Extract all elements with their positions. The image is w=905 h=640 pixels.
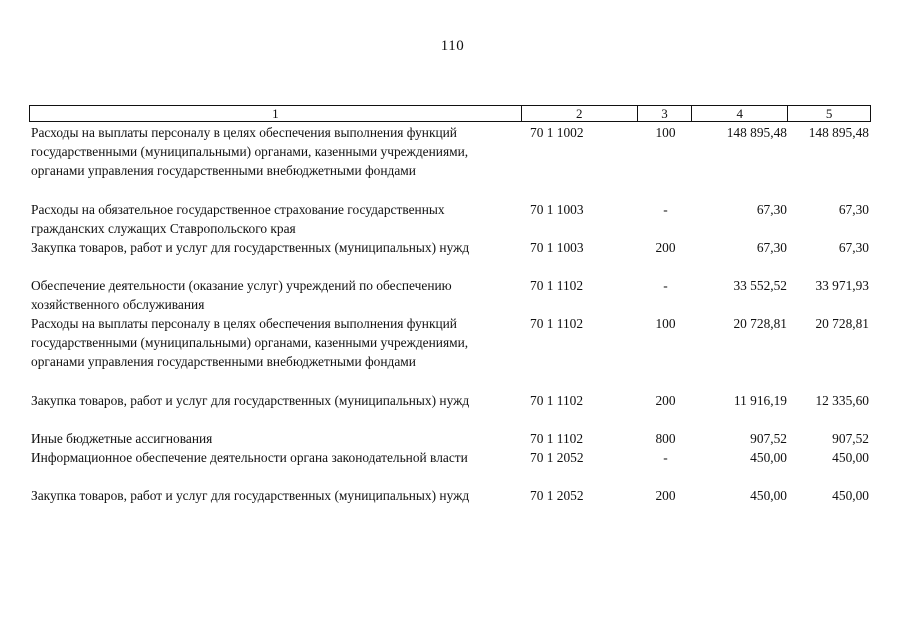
row-code: 70 1 1102: [530, 316, 584, 331]
row-name: Закупка товаров, работ и услуг для государственных (муниципальных) нужд: [31, 240, 470, 255]
row-name: Закупка товаров, работ и услуг для государственных (муниципальных) нужд: [31, 393, 470, 408]
row-value-1: 148 895,48: [726, 125, 787, 140]
row-code: 70 1 1003: [530, 240, 584, 255]
row-value-2: 450,00: [832, 450, 869, 465]
row-name: Обеспечение деятельности (оказание услуг) учреждений по обеспечению хозяйственного обслуживания: [31, 278, 452, 313]
column-header-3: 3: [638, 106, 693, 121]
row-value-2: 450,00: [832, 488, 869, 503]
row-value-1: 67,30: [756, 240, 787, 255]
column-header-5: 5: [825, 106, 833, 121]
table-body: [29, 123, 871, 524]
row-expense-type: 100: [655, 125, 676, 140]
row-expense-type: -: [663, 450, 668, 465]
row-code: 70 1 1102: [530, 278, 584, 293]
row-name: Расходы на выплаты персоналу в целях обеспечения выполнения функций государственными (муниципальными) органами, казенными учреждениями, органами управления государственными внебюджетными фондами: [31, 125, 469, 179]
row-expense-type: 200: [655, 393, 676, 408]
row-name: Расходы на обязательное государственное страхование государственных гражданских служащих Ставропольского края: [31, 202, 445, 237]
table-row: [29, 276, 871, 314]
row-code: 70 1 2052: [530, 450, 584, 465]
row-value-1: 33 552,52: [733, 278, 787, 293]
row-value-1: 450,00: [750, 450, 787, 465]
row-expense-type: 800: [655, 431, 676, 446]
row-code: 70 1 1003: [530, 202, 584, 217]
table-row: [29, 200, 871, 238]
table-row: [29, 391, 871, 429]
row-value-2: 33 971,93: [815, 278, 869, 293]
row-value-2: 20 728,81: [815, 316, 869, 331]
row-expense-type: -: [663, 278, 668, 293]
row-value-1: 450,00: [750, 488, 787, 503]
row-value-2: 148 895,48: [808, 125, 869, 140]
row-value-1: 20 728,81: [733, 316, 787, 331]
row-value-2: 67,30: [838, 240, 869, 255]
row-code: 70 1 1102: [530, 393, 584, 408]
table-row: [29, 429, 871, 448]
row-code: 70 1 2052: [530, 488, 584, 503]
row-value-1: 11 916,19: [733, 393, 787, 408]
table-header: [29, 105, 871, 122]
row-name: Информационное обеспечение деятельности органа законодательной власти: [31, 450, 468, 465]
table-row: [29, 238, 871, 276]
row-code: 70 1 1102: [530, 431, 584, 446]
column-header-4: 4: [692, 106, 788, 121]
row-expense-type: 200: [655, 488, 676, 503]
table-row: [29, 314, 871, 391]
column-header-2: 2: [522, 106, 638, 121]
row-name: Иные бюджетные ассигнования: [31, 431, 213, 446]
row-expense-type: -: [663, 202, 668, 217]
row-expense-type: 200: [655, 240, 676, 255]
row-value-1: 67,30: [756, 202, 787, 217]
row-expense-type: 100: [655, 316, 676, 331]
row-value-2: 12 335,60: [815, 393, 869, 408]
row-code: 70 1 1002: [530, 125, 584, 140]
table-row: [29, 448, 871, 486]
row-value-1: 907,52: [750, 431, 787, 446]
row-name: Расходы на выплаты персоналу в целях обеспечения выполнения функций государственными (муниципальными) органами, казенными учреждениями, органами управления государственными внебюджетными фондами: [31, 316, 469, 370]
table-row: [29, 123, 871, 200]
page-number: 110: [440, 38, 465, 54]
row-name: Закупка товаров, работ и услуг для государственных (муниципальных) нужд: [31, 488, 470, 503]
row-value-2: 67,30: [838, 202, 869, 217]
column-header-1: 1: [30, 106, 522, 121]
table-row: [29, 486, 871, 524]
row-value-2: 907,52: [832, 431, 869, 446]
